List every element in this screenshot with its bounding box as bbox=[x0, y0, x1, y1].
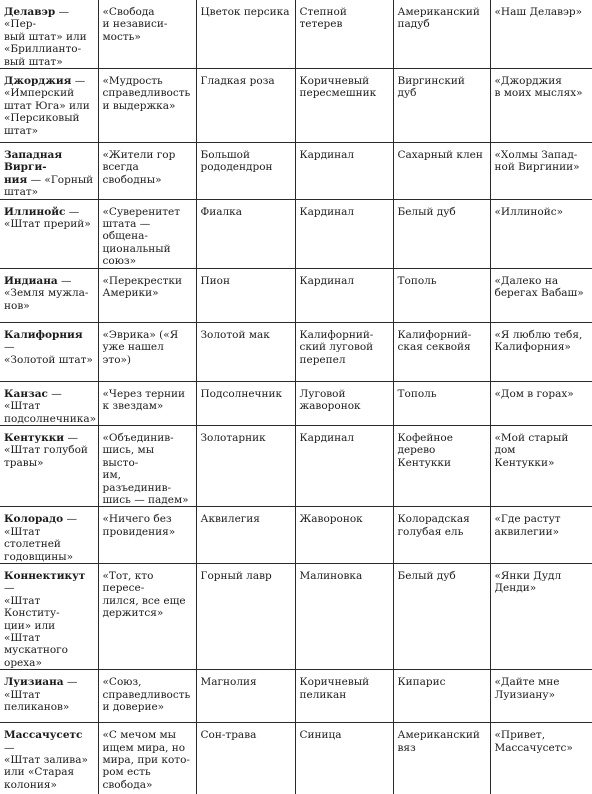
state-name: Западная Вирги- ния bbox=[4, 149, 63, 186]
table-row bbox=[0, 268, 592, 322]
flower-cell: Золотой мак bbox=[196, 322, 295, 381]
tree-cell: Тополь bbox=[393, 381, 490, 425]
state-name: Калифорния bbox=[4, 328, 83, 341]
tree-cell: Кипарис bbox=[393, 670, 490, 723]
table-row bbox=[0, 563, 592, 669]
state-cell bbox=[0, 143, 98, 200]
state-name: Делавэр bbox=[4, 6, 56, 18]
state-cell bbox=[0, 563, 98, 669]
tree-cell: Белый дуб bbox=[393, 563, 490, 669]
table-row bbox=[0, 381, 592, 425]
bird-cell: Степной тетерев bbox=[295, 0, 393, 69]
flower-cell: Аквилегия bbox=[196, 507, 295, 564]
motto-cell: «Эврика» («Я уже нашел это») bbox=[98, 322, 196, 381]
bird-cell: Кардинал bbox=[295, 268, 393, 322]
state-nickname: — «Штат столетней годовщины» bbox=[4, 513, 77, 563]
bird-cell: Коричневый пересмешник bbox=[295, 69, 393, 143]
state-name: Канзас bbox=[4, 387, 48, 400]
state-cell bbox=[0, 0, 98, 69]
state-cell bbox=[0, 322, 98, 381]
state-nickname: — «Горный штат» bbox=[4, 173, 94, 199]
state-cell bbox=[0, 723, 98, 794]
song-cell: «Джорджия в моих мыслях» bbox=[490, 69, 592, 143]
bird-cell: Кардинал bbox=[295, 425, 393, 506]
bird-cell: Луговой жаворонок bbox=[295, 381, 393, 425]
song-cell: «Холмы Запад- ной Виргинии» bbox=[490, 143, 592, 200]
table-row bbox=[0, 69, 592, 143]
table-row bbox=[0, 723, 592, 794]
flower-cell: Фиалка bbox=[196, 199, 295, 268]
state-cell bbox=[0, 268, 98, 322]
motto-cell: «Тот, кто пересе- лился, все еще держится» bbox=[98, 563, 196, 669]
motto-cell: «С мечом мы ищем мира, но мира, при кото- ром есть свобода» bbox=[98, 723, 196, 794]
state-nickname: — «Земля мужла- нов» bbox=[4, 274, 89, 312]
tree-cell: Тополь bbox=[393, 268, 490, 322]
state-name: Массачусетс bbox=[4, 729, 83, 742]
state-name: Коннектикут bbox=[4, 569, 86, 582]
table-row bbox=[0, 425, 592, 506]
state-name: Луизиана bbox=[4, 676, 64, 689]
state-name: Джорджия bbox=[4, 75, 72, 88]
song-cell: «Привет, Массачусетс» bbox=[490, 723, 592, 794]
flower-cell: Гладкая роза bbox=[196, 69, 295, 143]
state-nickname: — «Пер- вый штат» или «Бриллианто- вый штат» bbox=[4, 6, 87, 68]
table-row bbox=[0, 322, 592, 381]
state-cell bbox=[0, 69, 98, 143]
bird-cell: Синица bbox=[295, 723, 393, 794]
motto-cell: «Объединив- шись, мы высто- им, разъединив- шись — падем» bbox=[98, 425, 196, 506]
bird-cell: Малиновка bbox=[295, 563, 393, 669]
bird-cell: Кардинал bbox=[295, 143, 393, 200]
state-cell bbox=[0, 199, 98, 268]
flower-cell: Пион bbox=[196, 268, 295, 322]
motto-cell: «Свобода и независи- мость» bbox=[98, 0, 196, 69]
state-nickname: — «Штат прерий» bbox=[4, 205, 91, 231]
motto-cell: «Суверенитет штата — общена- циональный союз» bbox=[98, 199, 196, 268]
song-cell: «Дом в горах» bbox=[490, 381, 592, 425]
state-name: Иллинойс bbox=[4, 205, 66, 218]
motto-cell: «Ничего без провидения» bbox=[98, 507, 196, 564]
flower-cell: Магнолия bbox=[196, 670, 295, 723]
state-cell bbox=[0, 670, 98, 723]
flower-cell: Сон-трава bbox=[196, 723, 295, 794]
bird-cell: Калифорний- ский луговой перепел bbox=[295, 322, 393, 381]
song-cell: «Далеко на берегах Вабаш» bbox=[490, 268, 592, 322]
song-cell: «Наш Делавэр» bbox=[490, 0, 592, 69]
state-cell bbox=[0, 507, 98, 564]
song-cell: «Я люблю тебя, Калифорния» bbox=[490, 322, 592, 381]
motto-cell: «Перекрестки Америки» bbox=[98, 268, 196, 322]
state-name: Индиана bbox=[4, 274, 58, 287]
state-nickname: — «Штат голубой травы» bbox=[4, 431, 88, 469]
state-name: Колорадо bbox=[4, 513, 64, 526]
bird-cell: Жаворонок bbox=[295, 507, 393, 564]
state-nickname: — «Золотой штат» bbox=[4, 341, 93, 366]
state-nickname: — «Имперский штат Юга» или «Персиковый штат» bbox=[4, 75, 90, 137]
tree-cell: Белый дуб bbox=[393, 199, 490, 268]
tree-cell: Колорадская голубая ель bbox=[393, 507, 490, 564]
bird-cell: Кардинал bbox=[295, 199, 393, 268]
flower-cell: Горный лавр bbox=[196, 563, 295, 669]
state-nickname: — «Штат пеликанов» bbox=[4, 676, 78, 714]
tree-cell: Американский падуб bbox=[393, 0, 490, 69]
table-row bbox=[0, 0, 592, 69]
song-cell: «Мой старый дом Кентукки» bbox=[490, 425, 592, 506]
state-name: Кентукки bbox=[4, 431, 65, 444]
flower-cell: Цветок персика bbox=[196, 0, 295, 69]
bird-cell: Коричневый пеликан bbox=[295, 670, 393, 723]
state-nickname: — «Штат Конститу- ции» или «Штат мускатного ореха» bbox=[4, 582, 68, 669]
motto-cell: «Жители гор всегда свободны» bbox=[98, 143, 196, 200]
flower-cell: Большой рододендрон bbox=[196, 143, 295, 200]
flower-cell: Подсолнечник bbox=[196, 381, 295, 425]
song-cell: «Янки Дудл Денди» bbox=[490, 563, 592, 669]
motto-cell: «Союз, справедливость и доверие» bbox=[98, 670, 196, 723]
tree-cell: Американский вяз bbox=[393, 723, 490, 794]
motto-cell: «Через тернии к звездам» bbox=[98, 381, 196, 425]
tree-cell: Калифорний- ская секвойя bbox=[393, 322, 490, 381]
table-row bbox=[0, 143, 592, 200]
song-cell: «Иллинойс» bbox=[490, 199, 592, 268]
state-cell bbox=[0, 425, 98, 506]
tree-cell: Виргинский дуб bbox=[393, 69, 490, 143]
song-cell: «Дайте мне Луизиану» bbox=[490, 670, 592, 723]
song-cell: «Где растут аквилегии» bbox=[490, 507, 592, 564]
table-row bbox=[0, 670, 592, 723]
tree-cell: Кофейное дерево Кентукки bbox=[393, 425, 490, 506]
tree-cell: Сахарный клен bbox=[393, 143, 490, 200]
state-cell bbox=[0, 381, 98, 425]
state-nickname: — «Штат подсолнечника» bbox=[4, 387, 97, 425]
motto-cell: «Мудрость справедливость и выдержка» bbox=[98, 69, 196, 143]
table-row bbox=[0, 199, 592, 268]
table-row bbox=[0, 507, 592, 564]
flower-cell: Золотарник bbox=[196, 425, 295, 506]
state-nickname: — «Штат залива» или «Старая колония» bbox=[4, 741, 88, 791]
